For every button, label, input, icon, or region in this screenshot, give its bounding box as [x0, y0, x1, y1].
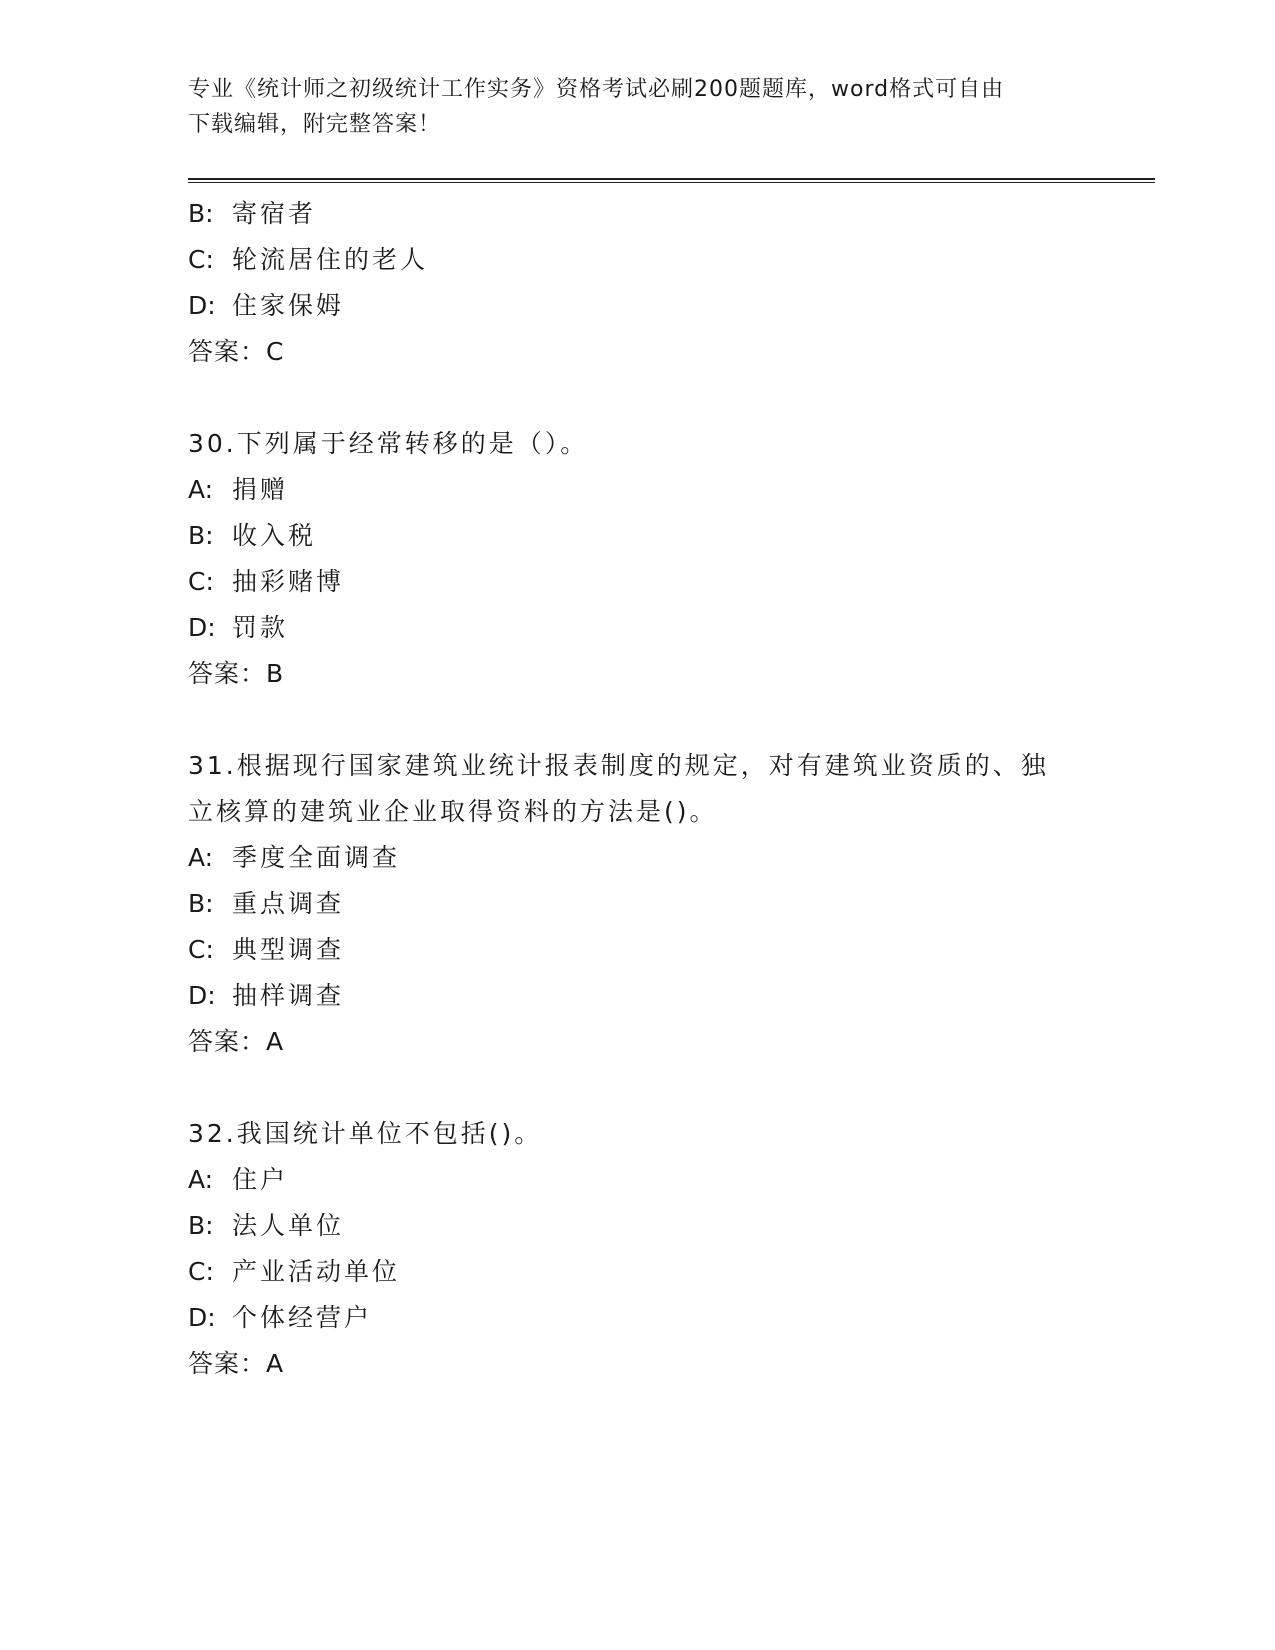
header-divider — [188, 178, 1155, 184]
option-b: B: 收入税 — [188, 521, 317, 550]
option-a: A: 住户 — [188, 1165, 289, 1194]
option-b: B: 法人单位 — [188, 1211, 345, 1240]
header-line-1: 专业《统计师之初级统计工作实务》资格考试必刷200题题库，word格式可自由 — [188, 77, 1005, 102]
option-d: D: 罚款 — [188, 613, 289, 642]
option-d: D: 住家保姆 — [188, 291, 345, 320]
question-list — [188, 191, 1088, 1387]
option-c: C: 轮流居住的老人 — [188, 245, 429, 274]
question-title: 32.我国统计单位不包括()。 — [188, 1119, 543, 1148]
option-c: C: 抽彩赌博 — [188, 567, 345, 596]
document-header — [188, 72, 1088, 142]
answer-line: 答案：C — [188, 337, 285, 366]
header-line-2: 下载编辑，附完整答案！ — [188, 112, 442, 137]
question-31 — [188, 743, 1088, 1065]
answer-line: 答案：A — [188, 1027, 285, 1056]
answer-line: 答案：A — [188, 1349, 285, 1378]
option-d: D: 抽样调查 — [188, 981, 345, 1010]
option-b: B: 寄宿者 — [188, 199, 317, 228]
answer-line: 答案：B — [188, 659, 285, 688]
option-d: D: 个体经营户 — [188, 1303, 373, 1332]
question-30 — [188, 421, 1088, 697]
option-c: C: 典型调查 — [188, 935, 345, 964]
question-title-line-2: 立核算的建筑业企业取得资料的方法是()。 — [188, 797, 718, 826]
option-a: A: 捐赠 — [188, 475, 289, 504]
question-32 — [188, 1111, 1088, 1387]
question-title: 30.下列属于经常转移的是（）。 — [188, 429, 589, 458]
option-a: A: 季度全面调查 — [188, 843, 401, 872]
question-title-line-1: 31.根据现行国家建筑业统计报表制度的规定，对有建筑业资质的、独 — [188, 751, 1049, 780]
question-continued — [188, 191, 1088, 375]
option-c: C: 产业活动单位 — [188, 1257, 401, 1286]
option-b: B: 重点调查 — [188, 889, 345, 918]
